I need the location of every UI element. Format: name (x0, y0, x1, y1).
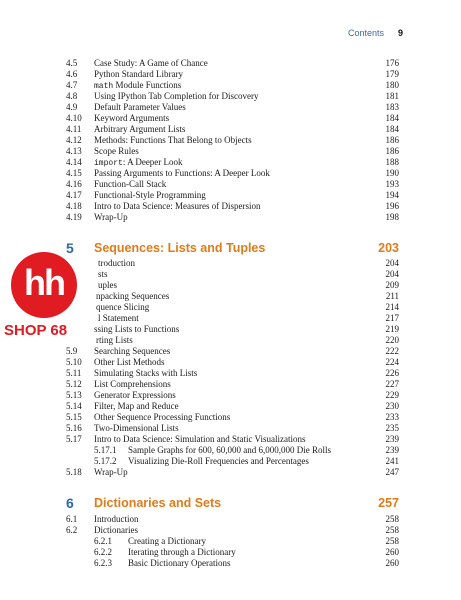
toc-entry[interactable]: 4.12 Methods: Functions That Belong to Objects 186 (66, 135, 399, 145)
toc-subentry[interactable]: 5.17.1 Sample Graphs for 600, 60,000 and 6,000,000 Die Rolls 239 (94, 445, 399, 455)
chapter-number: 6 (66, 495, 74, 511)
logo-shop-text: SHOP 68 (4, 322, 68, 339)
toc-entry[interactable]: npacking Sequences 211 (96, 291, 399, 301)
logo-mark: hh (24, 262, 64, 303)
logo-circle-icon (11, 252, 77, 318)
toc-entry[interactable]: 5.10 Other List Methods 224 (66, 357, 399, 367)
chapter-heading[interactable] (66, 240, 399, 258)
toc-entry[interactable]: ssing Lists to Functions 219 (94, 324, 399, 334)
toc-entry[interactable]: 4.16 Function-Call Stack 193 (66, 179, 399, 189)
toc-entry[interactable]: 4.9 Default Parameter Values 183 (66, 102, 399, 112)
toc-entry[interactable]: 4.7 math Module Functions 180 (66, 80, 399, 91)
chapter-heading[interactable] (66, 495, 399, 513)
toc-entry[interactable]: 4.18 Intro to Data Science: Measures of Dispersion 196 (66, 201, 399, 211)
toc-entry[interactable]: rting Lists 220 (96, 335, 399, 345)
header-title: Contents (347, 28, 384, 38)
toc-entry[interactable]: 6.2 Dictionaries 258 (66, 525, 399, 535)
toc-entry[interactable]: 4.5 Case Study: A Game of Chance 176 (66, 58, 399, 68)
toc-subentry[interactable]: 6.2.1 Creating a Dictionary 258 (94, 536, 399, 546)
toc-entry[interactable]: 4.17 Functional-Style Programming 194 (66, 190, 399, 200)
toc-entry[interactable]: sts 204 (98, 269, 399, 279)
toc-entry[interactable]: 5.18 Wrap-Up 247 (66, 467, 399, 477)
toc-entry[interactable]: 5.16 Two-Dimensional Lists 235 (66, 423, 399, 433)
toc-subentry[interactable]: 5.17.2 Visualizing Die-Roll Frequencies and Percentages 241 (94, 456, 399, 466)
shop-watermark-logo (4, 252, 86, 364)
toc-entry[interactable]: 4.11 Arbitrary Argument Lists 184 (66, 124, 399, 134)
code-term: import (94, 159, 123, 168)
chapter-page: 257 (378, 496, 399, 510)
toc-entry[interactable]: 5.13 Generator Expressions 229 (66, 390, 399, 400)
toc-entry[interactable]: 4.10 Keyword Arguments 184 (66, 113, 399, 123)
toc-entry[interactable]: 5.17 Intro to Data Science: Simulation and Static Visualizations 239 (66, 434, 399, 444)
toc-entry[interactable]: 4.13 Scope Rules 186 (66, 146, 399, 156)
code-term: math (94, 82, 114, 91)
header-page-number: 9 (397, 28, 403, 38)
toc-entry[interactable]: 6.1 Introduction 258 (66, 514, 399, 524)
toc-entry[interactable]: 5.12 List Comprehensions 227 (66, 379, 399, 389)
toc-entry[interactable]: 5.11 Simulating Stacks with Lists 226 (66, 368, 399, 378)
toc-entry[interactable]: 4.19 Wrap-Up 198 (66, 212, 399, 222)
toc-subentry[interactable]: 6.2.3 Basic Dictionary Operations 260 (94, 558, 399, 568)
chapter-number: 5 (66, 240, 74, 256)
toc-subentry[interactable]: 6.2.2 Iterating through a Dictionary 260 (94, 547, 399, 557)
toc-entry[interactable]: l Statement 217 (98, 313, 399, 323)
toc-entry[interactable]: troduction 204 (98, 258, 399, 268)
toc-entry[interactable]: 4.15 Passing Arguments to Functions: A Deeper Look 190 (66, 168, 399, 178)
toc-entry[interactable]: 4.6 Python Standard Library 179 (66, 69, 399, 79)
toc-entry[interactable]: 5.9 Searching Sequences 222 (66, 346, 399, 356)
toc-entry[interactable]: 5.15 Other Sequence Processing Functions 233 (66, 412, 399, 422)
running-header (348, 26, 403, 40)
chapter-title: Dictionaries and Sets (94, 496, 222, 510)
chapter-page: 203 (378, 241, 399, 255)
toc-entry[interactable]: 4.8 Using IPython Tab Completion for Discovery 181 (66, 91, 399, 101)
toc-entry[interactable]: uples 209 (98, 280, 399, 290)
chapter-title: Sequences: Lists and Tuples (94, 241, 266, 255)
toc-entry[interactable]: quence Slicing 214 (96, 302, 399, 312)
toc-entry[interactable]: 5.14 Filter, Map and Reduce 230 (66, 401, 399, 411)
toc-entry[interactable]: 4.14 import: A Deeper Look 188 (66, 157, 399, 168)
